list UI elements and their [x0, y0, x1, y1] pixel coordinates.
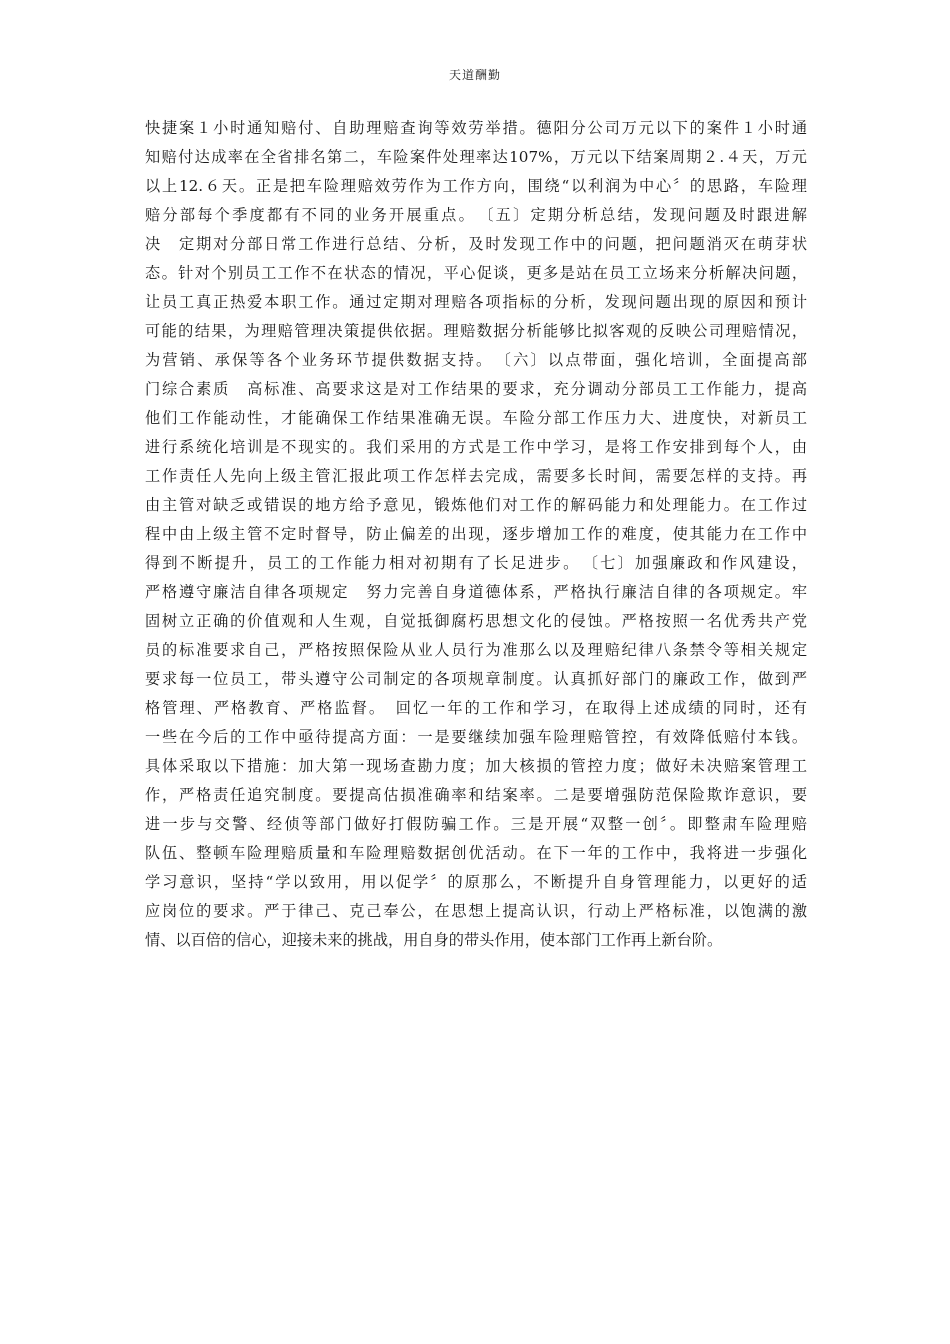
text-line: 赔分部每个季度都有不同的业务开展重点。 〔五〕定期分析总结，发现问题及时跟进解 — [145, 206, 807, 224]
text-line: 严格遵守廉洁自律各项规定 努力完善自身道德体系，严格执行廉洁自律的各项规定。牢 — [145, 583, 807, 601]
text-line: 学习意识，坚持“学以致用，用以促学〞的原那么，不断提升自身管理能力，以更好的适 — [145, 873, 807, 891]
text-line: 决 定期对分部日常工作进行总结、分析，及时发现工作中的问题，把问题消灭在萌芽状 — [145, 235, 807, 253]
text-line: 情、以百倍的信心，迎接未来的挑战，用自身的带头作用，使本部门工作再上新台阶。 — [145, 931, 723, 949]
text-line: 为营销、承保等各个业务环节提供数据支持。 〔六〕以点带面，强化培训，全面提高部 — [145, 351, 807, 369]
text-line: 让员工真正热爱本职工作。通过定期对理赔各项指标的分析，发现问题出现的原因和预计 — [145, 293, 807, 311]
text-line: 以上12.６天。正是把车险理赔效劳作为工作方向，围绕“以利润为中心〞的思路，车险理 — [145, 177, 807, 195]
text-line: 固树立正确的价值观和人生观，自觉抵御腐朽思想文化的侵蚀。严格按照一名优秀共产党 — [145, 612, 807, 630]
text-line: 员的标准要求自己，严格按照保险从业人员行为准那么以及理赔纪律八条禁令等相关规定 — [145, 641, 807, 659]
text-line: 知赔付达成率在全省排名第二，车险案件处理率达107%，万元以下结案周期２.４天，万元 — [145, 148, 807, 166]
text-line: 作，严格责任追究制度。要提高估损准确率和结案率。二是要增强防范保险欺诈意识，要 — [145, 786, 807, 804]
text-line: 进一步与交警、经侦等部门做好打假防骗工作。三是开展“双整一创〞。即整肃车险理赔 — [145, 815, 807, 833]
text-line: 具体采取以下措施：加大第一现场查勘力度；加大核损的管控力度；做好未决赔案管理工 — [145, 757, 807, 775]
text-line: 工作责任人先向上级主管汇报此项工作怎样去完成，需要多长时间，需要怎样的支持。再 — [145, 467, 807, 485]
text-line: 由主管对缺乏或错误的地方给予意见，锻炼他们对工作的解码能力和处理能力。在工作过 — [145, 496, 807, 514]
text-line: 进行系统化培训是不现实的。我们采用的方式是工作中学习，是将工作安排到每个人，由 — [145, 438, 807, 456]
text-line: 可能的结果，为理赔管理决策提供依据。理赔数据分析能够比拟客观的反映公司理赔情况， — [145, 322, 807, 340]
text-line: 应岗位的要求。严于律己、克己奉公，在思想上提高认识，行动上严格标准，以饱满的激 — [145, 902, 807, 920]
page-header: 天道酬勤 — [448, 68, 501, 82]
text-line: 一些在今后的工作中亟待提高方面：一是要继续加强车险理赔管控，有效降低赔付本钱。 — [145, 728, 807, 746]
text-line: 快捷案１小时通知赔付、自助理赔查询等效劳举措。德阳分公司万元以下的案件１小时通 — [145, 119, 807, 137]
text-line: 要求每一位员工，带头遵守公司制定的各项规章制度。认真抓好部门的廉政工作，做到严 — [145, 670, 807, 688]
text-line: 程中由上级主管不定时督导，防止偏差的出现，逐步增加工作的难度，使其能力在工作中 — [145, 525, 807, 543]
text-line: 格管理、严格教育、严格监督。 回忆一年的工作和学习，在取得上述成绩的同时，还有 — [145, 699, 807, 717]
text-line: 态。针对个别员工工作不在状态的情况，平心促谈，更多是站在员工立场来分析解决问题， — [145, 264, 807, 282]
text-line: 队伍、整顿车险理赔质量和车险理赔数据创优活动。在下一年的工作中，我将进一步强化 — [145, 844, 807, 862]
body-text — [145, 114, 807, 955]
text-line: 他们工作能动性，才能确保工作结果准确无误。车险分部工作压力大、进度快，对新员工 — [145, 409, 807, 427]
text-line: 门综合素质 高标准、高要求这是对工作结果的要求，充分调动分部员工工作能力，提高 — [145, 380, 807, 398]
text-line: 得到不断提升，员工的工作能力相对初期有了长足进步。 〔七〕加强廉政和作风建设， — [145, 554, 807, 572]
